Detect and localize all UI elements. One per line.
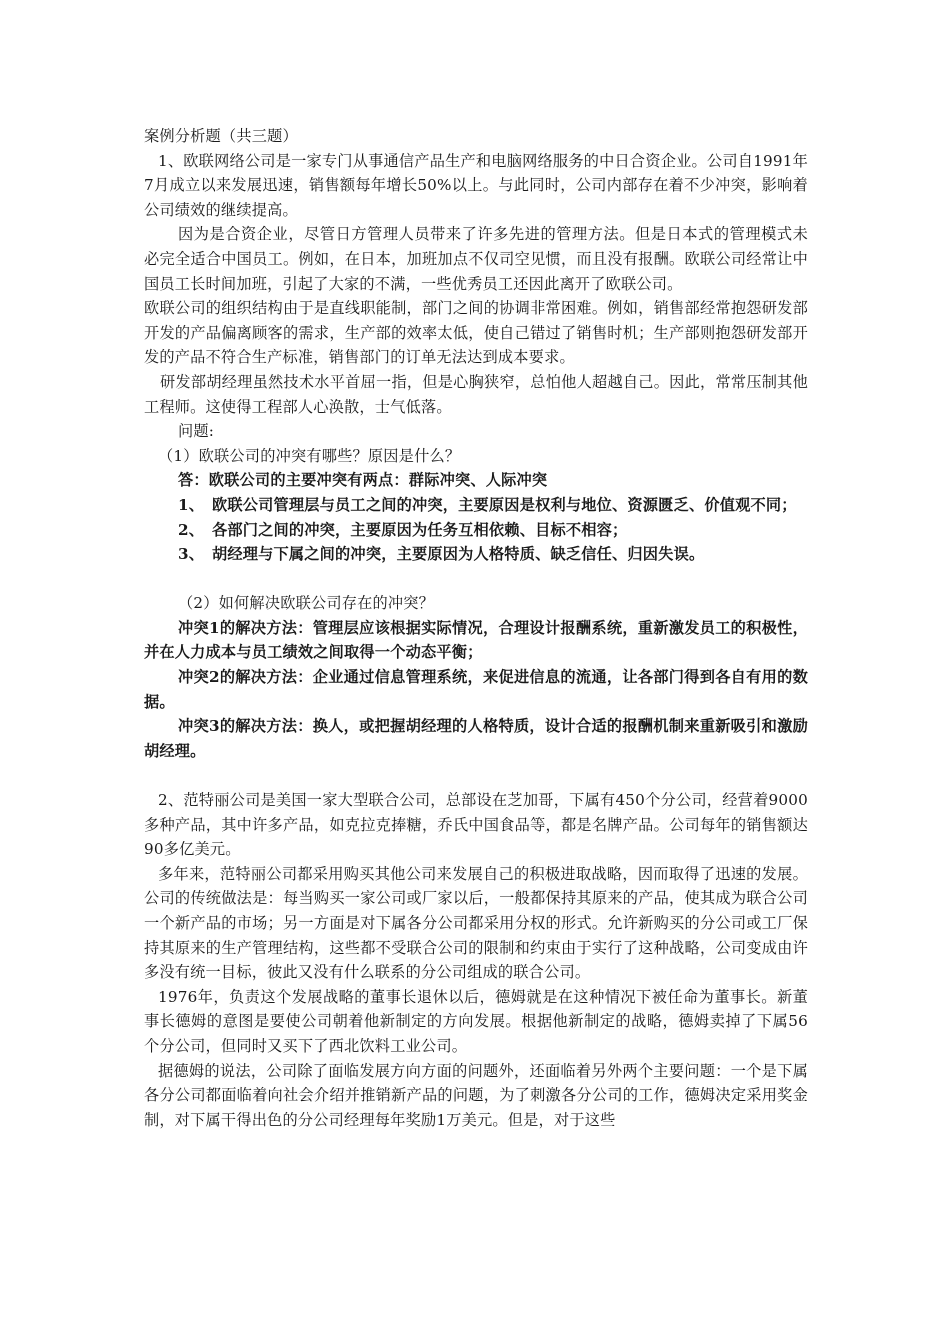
question-2: （2）如何解决欧联公司存在的冲突？ [178, 594, 435, 613]
case1-paragraph-3: 欧联公司的组织结构由于是直线职能制，部门之间的协调非常困难。例如，销售部经常抱怨研发部开发的产品偏离顾客的需求，生产部的效率太低，使自己错过了销售时机；生产部则抱怨研发部开发的产品不符合生产标准，销售部门的订单无法达到成本要求。 [144, 299, 808, 367]
case2-paragraph-2: 多年来，范特丽公司都采用购买其他公司来发展自己的积极进取战略，因而取得了迅速的发展。公司的传统做法是：每当购买一家公司或厂家以后，一般都保持其原来的产品，使其成为联合公司一个新产品的市场；另一方面是对下属各分公司都采用分权的形式。允许新购买的分公司或工厂保持其原来的生产管理结构，这些都不受联合公司的限制和约束由于实行了这种战略，公司变成由许多没有统一目标，彼此又没有什么联系的分公司组成的联合公司。 [144, 864, 808, 982]
answer-2-item-3: 冲突3的解决方法：换人，或把握胡经理的人格特质，设计合适的报酬机制来重新吸引和激励胡经理。 [144, 717, 808, 760]
blank-line [144, 763, 808, 788]
case2-paragraph-3: 1976年，负责这个发展战略的董事长退休以后，德姆就是在这种情况下被任命为董事长。新董事长德姆的意图是要使公司朝着他新制定的方向发展。根据他新制定的战略，德姆卖掉了下属56个分公司，但同时又买下了西北饮料工业公司。 [144, 987, 808, 1055]
answer-1-intro: 答：欧联公司的主要冲突有两点：群际冲突、人际冲突 [178, 471, 548, 490]
answer-1-item-3: 3、 胡经理与下属之间的冲突，主要原因为人格特质、缺乏信任、归因失误。 [178, 545, 705, 564]
blank-line [144, 567, 808, 592]
question-label: 问题: [178, 422, 215, 441]
document-title: 案例分析题（共三题） [144, 127, 298, 145]
case1-paragraph-2: 因为是合资企业，尽管日方管理人员带来了许多先进的管理方法。但是日本式的管理模式未必完全适合中国员工。例如，在日本，加班加点不仅司空见惯，而且没有报酬。欧联公司经常让中国员工长时间加班，引起了大家的不满，一些优秀员工还因此离开了欧联公司。 [144, 225, 808, 293]
case2-paragraph-1: 2、范特丽公司是美国一家大型联合公司，总部设在芝加哥，下属有450个分公司，经营着9000多种产品，其中许多产品，如克拉克捧糖，乔氏中国食品等，都是名牌产品。公司每年的销售额达90多亿美元。 [144, 791, 808, 859]
document-body [144, 124, 808, 1132]
answer-1-item-1: 1、 欧联公司管理层与员工之间的冲突，主要原因是权利与地位、资源匮乏、价值观不同； [178, 495, 797, 514]
answer-2-item-2: 冲突2的解决方法：企业通过信息管理系统，来促进信息的流通，让各部门得到各自有用的数据。 [144, 668, 808, 711]
answer-1-item-2: 2、 各部门之间的冲突，主要原因为任务互相依赖、目标不相容； [178, 520, 628, 539]
case2-paragraph-4: 据德姆的说法，公司除了面临发展方向方面的问题外，还面临着另外两个主要问题：一个是下属各分公司都面临着向社会介绍并推销新产品的问题，为了刺激各分公司的工作，德姆决定采用奖金制，对下属干得出色的分公司经理每年奖励1万美元。但是，对于这些 [144, 1061, 808, 1129]
answer-2-item-1: 冲突1的解决方法：管理层应该根据实际情况，合理设计报酬系统，重新激发员工的积极性，并在人力成本与员工绩效之间取得一个动态平衡； [144, 618, 808, 662]
case1-paragraph-4: 研发部胡经理虽然技术水平首屈一指，但是心胸狭窄，总怕他人超越自己。因此，常常压制其他工程师。这使得工程部人心涣散，士气低落。 [144, 372, 808, 416]
case1-paragraph-1: 1、欧联网络公司是一家专门从事通信产品生产和电脑网络服务的中日合资企业。公司自1991年7月成立以来发展迅速，销售额每年增长50%以上。与此同时，公司内部存在着不少冲突，影响着公司绩效的继续提高。 [144, 151, 808, 219]
question-1: （1）欧联公司的冲突有哪些？原因是什么？ [158, 446, 461, 465]
